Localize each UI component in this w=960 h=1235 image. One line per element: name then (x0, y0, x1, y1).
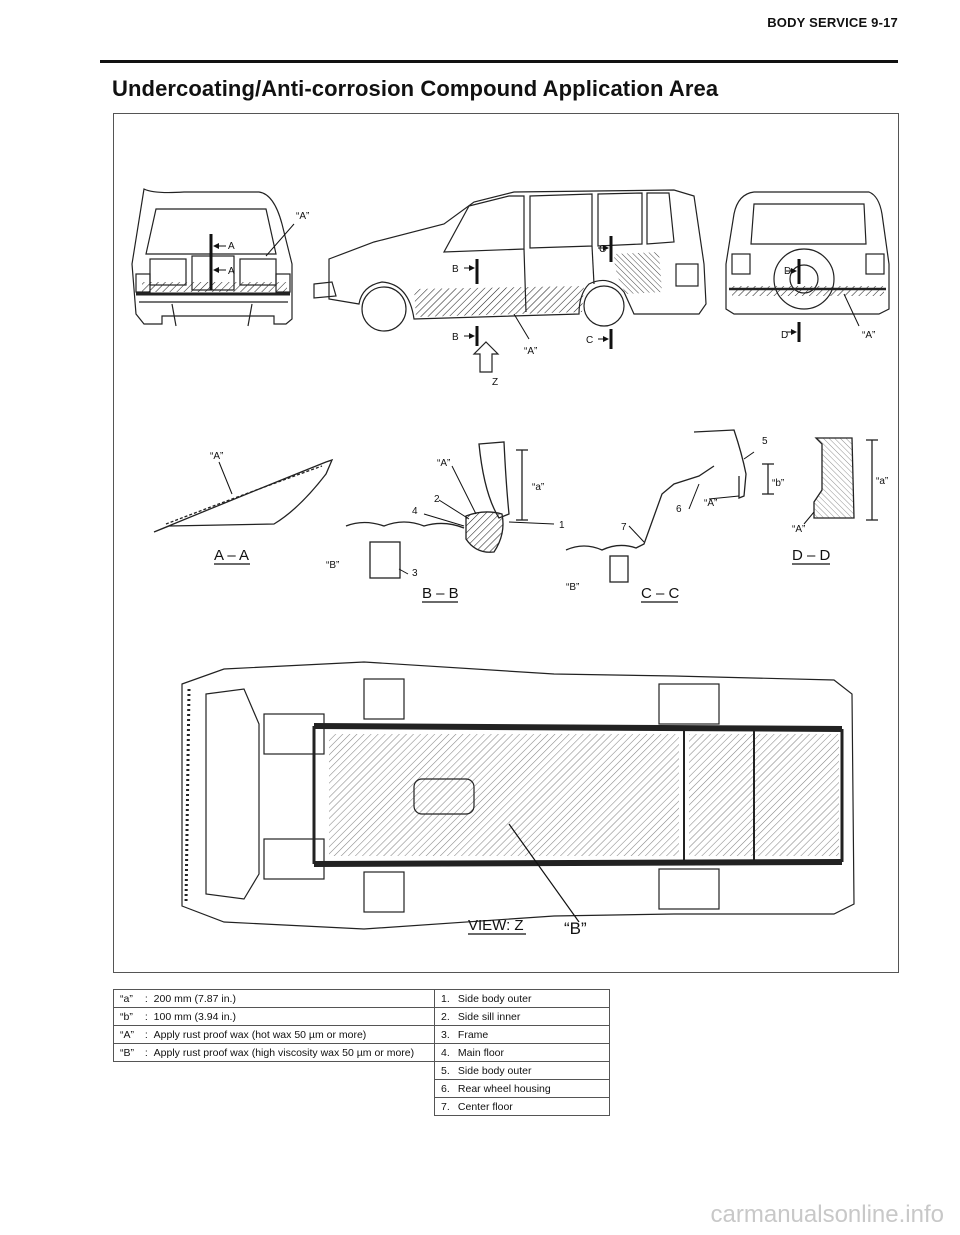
legend-key-cell: “a” : 200 mm (7.87 in.) (114, 990, 435, 1008)
legend-row (114, 1044, 610, 1062)
legend-key-text: 100 mm (3.94 in.) (153, 1010, 236, 1023)
legend-part-cell (435, 1044, 610, 1062)
section-c-c (566, 430, 774, 582)
section-c-c-label-5: 5 (762, 436, 768, 447)
view-z-rear-floor-hatch (689, 734, 839, 856)
legend-part-name: Side body outer (457, 1064, 532, 1077)
side-view-label-b1: B (452, 264, 459, 275)
side-view-label-quote-a: “A” (524, 346, 538, 357)
legend-part-name: Rear wheel housing (457, 1082, 551, 1095)
legend-row (114, 1008, 610, 1026)
legend-key: “b” (120, 1010, 133, 1023)
section-b-b-label-quote-a: “A” (437, 458, 451, 469)
section-b-b-label-quote-b: “B” (326, 560, 340, 571)
section-b-b-title: B – B (422, 585, 459, 602)
view-z-label-quote-b: “B” (564, 919, 587, 938)
section-b-b-label-3: 3 (412, 568, 418, 579)
page-header: BODY SERVICE 9-17 (767, 15, 898, 30)
legend-part-cell (435, 1026, 610, 1044)
legend-key: “a” (120, 992, 133, 1005)
legend-key: “B” (120, 1046, 134, 1059)
rear-view-label-d2: D (781, 330, 789, 341)
legend-part-cell (435, 1008, 610, 1026)
section-a-a-title: A – A (214, 547, 250, 564)
legend-part-name: Center floor (457, 1100, 513, 1113)
view-z-floor-hatch (329, 734, 679, 856)
section-b-b-label-2: 2 (434, 494, 440, 505)
section-b-b-label-4: 4 (412, 506, 418, 517)
section-d-d-hatch (814, 438, 854, 518)
legend-key-cell: “A” : Apply rust proof wax (hot wax 50 µm or more) (114, 1026, 435, 1044)
legend-part-cell (435, 1098, 610, 1116)
watermark: carmanualsonline.info (710, 1201, 944, 1228)
legend-key-text: Apply rust proof wax (high viscosity wax 50 µm or more) (153, 1046, 415, 1059)
section-c-c-label-quote-a: “A” (704, 498, 718, 509)
section-c-c-label-quote-b: “B” (566, 582, 580, 593)
legend-row (114, 1062, 610, 1080)
legend-part-number: 1. (441, 992, 450, 1005)
section-d-d-label-quote-a: “A” (792, 524, 806, 535)
section-d-d-label-quote-a-lower: “a” (876, 476, 889, 487)
legend-key-cell: “B” : Apply rust proof wax (high viscosity wax 50 µm or more) (114, 1044, 435, 1062)
side-view-sill-hatch (414, 286, 584, 317)
view-z-title: VIEW: Z (468, 917, 524, 934)
legend-table (113, 989, 610, 1116)
legend-part-name: Side body outer (457, 992, 532, 1005)
rear-view-label-d1: D (784, 266, 792, 277)
section-a-a-label-quote-a: “A” (210, 451, 224, 462)
legend-part-number: 5. (441, 1064, 450, 1077)
legend-part-name: Main floor (457, 1046, 505, 1059)
section-c-c-leaders (629, 452, 754, 542)
legend-part-name: Frame (457, 1028, 489, 1041)
legend-part-cell (435, 1080, 610, 1098)
section-a-a (154, 460, 332, 532)
legend-row (114, 1026, 610, 1044)
diagram-figure (113, 113, 899, 973)
section-c-c-label-6: 6 (676, 504, 682, 515)
legend-part-cell (435, 1062, 610, 1080)
front-view-hatch (142, 282, 287, 292)
side-view-label-c1: C (599, 244, 607, 255)
rear-view-cut-lines (786, 259, 859, 342)
side-view-rear-hatch (614, 252, 662, 294)
page-title: Undercoating/Anti-corrosion Compound Application Area (112, 76, 719, 101)
section-b-b-label-1: 1 (559, 520, 565, 531)
rear-view-label-quote-a: “A” (862, 330, 876, 341)
legend-key-cell: “b” : 100 mm (3.94 in.) (114, 1008, 435, 1026)
header-rule (100, 60, 898, 63)
front-view-label-quote-a: “A” (296, 211, 310, 222)
legend-part-number: 2. (441, 1010, 450, 1023)
legend-part-number: 6. (441, 1082, 450, 1095)
section-d-d-leader (804, 512, 814, 524)
front-view-label-a1: A (228, 241, 235, 252)
front-view-cut-lines (211, 224, 294, 290)
rear-view-hatch (732, 286, 884, 296)
side-view-label-b2: B (452, 332, 459, 343)
legend-key-text: 200 mm (7.87 in.) (153, 992, 236, 1005)
legend-row (114, 1080, 610, 1098)
front-view-label-a2: A (228, 266, 235, 277)
legend-part-number: 7. (441, 1100, 450, 1113)
legend-row (114, 1098, 610, 1116)
section-c-c-label-quote-b-lower: “b” (772, 478, 785, 489)
side-view-label-c2: C (586, 335, 594, 346)
legend-part-name: Side sill inner (457, 1010, 521, 1023)
view-z-arrow (474, 342, 498, 372)
legend-key-text: Apply rust proof wax (hot wax 50 µm or more) (153, 1028, 367, 1041)
section-c-c-label-7: 7 (621, 522, 627, 533)
section-d-d-title: D – D (792, 547, 831, 564)
legend-key: “A” (120, 1028, 134, 1041)
legend-row (114, 990, 610, 1008)
legend-part-number: 3. (441, 1028, 450, 1041)
legend-part-number: 4. (441, 1046, 450, 1059)
side-view-label-z: Z (492, 377, 499, 388)
section-c-c-title: C – C (641, 585, 680, 602)
legend-part-cell (435, 990, 610, 1008)
section-b-b-label-quote-a-lower: “a” (532, 482, 545, 493)
